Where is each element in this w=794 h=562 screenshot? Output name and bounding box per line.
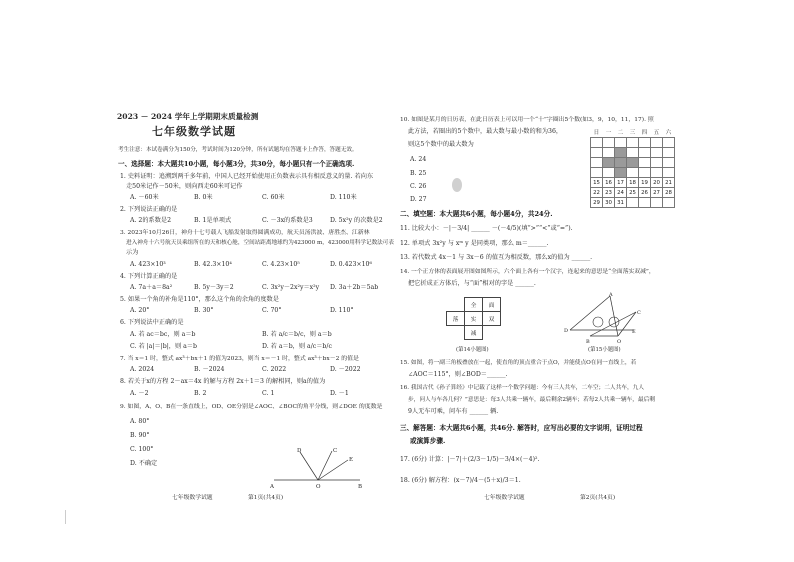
calendar-cell-highlighted <box>615 158 627 168</box>
calendar-cell <box>639 138 651 148</box>
calendar-header-cell: 五 <box>653 130 660 136</box>
scan-edge-mark <box>65 510 66 524</box>
calendar-cell: 31 <box>615 198 627 208</box>
q18-text: 18. (6分) 解方程：(x－7)/4－(5＋x)/3＝1. <box>400 477 521 484</box>
net-face: 落 <box>447 312 465 326</box>
q7-option-c: C. 2022 <box>262 366 287 373</box>
q16-line2: 步，问人与车各几何？”意思是：每3人共乘一辆车，最后剩余2辆车；若每2人共乘一辆车，最后剩 <box>408 397 655 403</box>
exam-title-line: 2023 － 2024 学年上学期期末质量检测 <box>117 112 259 121</box>
net-empty-cell <box>483 326 501 340</box>
calendar-cell: 22 <box>591 188 603 198</box>
label-a: A <box>609 292 613 298</box>
net-empty-cell <box>447 326 465 340</box>
calendar-cell: 30 <box>603 198 615 208</box>
net-face: 面 <box>483 298 501 312</box>
section1-header: 一、选择题：本大题共10小题，每小题3分，共30分，每小题只有一个正确选项. <box>118 160 355 168</box>
q8-line1: 8. 若关于x的方程 2－ax＝4x 的解与方程 2x＋1＝3 的解相同，则a的值为 <box>120 378 326 385</box>
q15-line2: ∠AOC＝115°，则∠BOD＝______. <box>408 371 508 378</box>
calendar-cell <box>651 168 663 178</box>
calendar-cell <box>591 168 603 178</box>
calendar-cell <box>639 158 651 168</box>
calendar-cell <box>651 198 663 208</box>
calendar-cell: 27 <box>651 188 663 198</box>
q6-option-b: B. 若 a/c＝b/c，则 a＝b <box>262 331 332 338</box>
q14-line2: 把它折成正方体后，与“面”相对的字是 ______. <box>408 280 536 287</box>
calendar-cell <box>603 138 615 148</box>
calendar-row <box>591 138 675 148</box>
q7-option-b: B. －2024 <box>194 366 225 373</box>
label-e: E <box>632 329 636 335</box>
calendar-cell: 29 <box>591 198 603 208</box>
calendar-cell: 23 <box>603 188 615 198</box>
q3-line1: 3. 2023年10月26日，神舟十七号载人飞船发射取得圆满成功，航天员汤洪波、唐胜杰、江新林 <box>120 230 370 236</box>
exam-notice: 考生注意：本试卷满分为150分，考试时间为120分钟，所有试题均在答题卡上作答，答题无效。 <box>118 147 358 153</box>
q5-option-c: C. 70° <box>262 307 282 314</box>
net-face: 实 <box>465 312 483 326</box>
q3-line2: 进入神舟十六号航天员乘组所在的天和核心舱，空间站距离地球约为423000 m，423000用科学记数法可表 <box>126 240 394 246</box>
calendar-cell <box>651 138 663 148</box>
calendar-cell: 16 <box>603 178 615 188</box>
q9-option-c: C. 100° <box>130 446 154 453</box>
calendar-header-row <box>591 127 675 138</box>
calendar-cell: 24 <box>615 188 627 198</box>
q4-line1: 4. 下列计算正确的是 <box>120 273 178 280</box>
q1-line2: 走50米记作－50米，则向西走60米可记作 <box>126 183 243 190</box>
q9-option-d: D. 不确定 <box>130 460 158 467</box>
net-row <box>447 298 501 312</box>
calendar-cell <box>651 158 663 168</box>
q6-option-d: D. 若 a＝b，则 a/c＝b/c <box>262 343 332 350</box>
section2-header: 二、填空题：本大题共6小题，每小题4分，共24分. <box>400 210 553 218</box>
net-face: 全 <box>465 298 483 312</box>
q6-option-a: A. 若 ac＝bc，则 a＝b <box>130 331 196 338</box>
q4-option-a: A. 7a＋a＝8a² <box>130 284 173 291</box>
calendar-cell <box>663 148 675 158</box>
q7-line1: 7. 当 x＝1 时，整式 ax³＋bx＋1 的值为2023，则当 x＝－1 时，整式 ax³＋bx－2 的值是 <box>120 356 359 362</box>
q3-option-c: C. 4.23×10⁵ <box>262 261 300 268</box>
calendar-cell: 19 <box>639 178 651 188</box>
label-b: B <box>586 339 590 344</box>
calendar-table <box>590 127 675 208</box>
calendar-cell <box>663 198 675 208</box>
net-empty-cell <box>447 298 465 312</box>
label-o: O <box>316 484 321 490</box>
q8-option-c: C. 1 <box>262 390 275 397</box>
left-footer-page: 第1页(共4页) <box>248 495 284 501</box>
q5-option-b: B. 30° <box>194 307 214 314</box>
q2-line1: 2. 下列说法正确的是 <box>120 206 178 213</box>
calendar-cell-highlighted <box>603 158 615 168</box>
q3-option-a: A. 423×10³ <box>130 261 166 268</box>
calendar-cell <box>591 138 603 148</box>
calendar-row <box>591 148 675 158</box>
calendar-cell: 20 <box>651 178 663 188</box>
calendar-header-cell: 六 <box>665 130 672 136</box>
ray-od <box>300 452 318 480</box>
q8-option-a: A. －2 <box>130 390 149 397</box>
cube-net-figure <box>446 297 501 340</box>
q10-line1: 10. 如图是某月的日历表，在此日历表上可以用一个“十”字圈出5个数(如3，9，10，11，17). 照 <box>400 117 654 123</box>
calendar-cell <box>603 148 615 158</box>
net-face: 减 <box>465 326 483 340</box>
section3-header-line2: 或演算步骤. <box>410 437 446 445</box>
right-footer-page: 第2页(共4页) <box>580 495 616 501</box>
q10-option-c: C. 26 <box>410 183 427 190</box>
q4-option-c: C. 3x²y－2x²y＝x²y <box>262 284 320 291</box>
q2-option-c: C. －3x的系数是3 <box>262 217 313 224</box>
label-c: C <box>637 310 641 316</box>
q10-line3: 则这5个数中的最大数为 <box>408 141 474 148</box>
q5-line1: 5. 如果一个角的补角是110°，那么这个角的余角的度数是 <box>120 296 279 303</box>
q12-text: 12. 单项式 3x²y 与 xᵐ y 是同类项，那么 m＝______. <box>400 240 549 247</box>
q9-line1: 9. 如图，A、O、B在一条直线上，OD、OE分别是∠AOC、∠BOC的角平分线，则∠DOE 的度数是 <box>120 404 383 410</box>
q10-option-a: A. 24 <box>410 156 427 163</box>
q17-text: 17. (6分) 计算：|－7|＋(2/3－1/5)－3/4×(－4)². <box>400 456 540 463</box>
q4-option-b: B. 5y－3y＝2 <box>194 284 234 291</box>
q4-option-d: D. 3a＋2b＝5ab <box>330 284 379 291</box>
calendar-cell <box>639 198 651 208</box>
label-o: O <box>617 339 622 344</box>
net-row <box>447 312 501 326</box>
q16-line1: 16. 我国古代《孙子算经》中记载了这样一个数学问题：今有三人共车，二车空；二人共车，九人 <box>400 385 645 391</box>
calendar-cell <box>639 168 651 178</box>
net-row <box>447 326 501 340</box>
calendar-cell <box>627 148 639 158</box>
calendar-header-cell: 二 <box>617 130 624 136</box>
q6-line1: 6. 下列说法中正确的是 <box>120 319 184 326</box>
q1-option-b: B. 0米 <box>194 194 213 201</box>
calendar-cell <box>591 158 603 168</box>
q1-option-c: C. 60米 <box>262 194 285 201</box>
calendar-cell: 15 <box>591 178 603 188</box>
calendar-cell <box>615 138 627 148</box>
label-d: D <box>297 448 302 454</box>
calendar-cell <box>663 168 675 178</box>
q6-option-c: C. 若 |a|＝|b|，则 a＝b <box>130 343 197 350</box>
calendar-cell-highlighted <box>615 168 627 178</box>
subject-title: 七年级数学试题 <box>152 125 236 138</box>
calendar-cell: 17 <box>615 178 627 188</box>
q2-option-d: D. 5x²y 的次数是2 <box>330 217 383 224</box>
q5-option-d: D. 110° <box>330 307 354 314</box>
q15-triangles-figure <box>560 292 644 344</box>
q9-option-a: A. 80° <box>130 418 150 425</box>
q8-option-b: B. 2 <box>194 390 207 397</box>
section3-header: 三、解答题：本大题共6小题，共46分. 解答时，应写出必要的文字说明，证明过程 <box>400 424 643 432</box>
q16-line3: 9人无车可乘，问车有 ______ 辆. <box>408 408 499 415</box>
q9-option-b: B. 90° <box>130 432 150 439</box>
calendar-header-cell: 一 <box>605 130 612 136</box>
fig14-caption: (第14小题图) <box>456 347 489 353</box>
label-d: D <box>564 328 569 334</box>
calendar-cell <box>591 148 603 158</box>
calendar-row <box>591 178 675 188</box>
calendar-cell-highlighted <box>615 148 627 158</box>
label-b: B <box>358 484 363 490</box>
q1-option-a: A. －60米 <box>130 194 159 201</box>
q5-option-a: A. 20° <box>130 307 150 314</box>
q13-text: 13. 若代数式 4x－1 与 3x－6 的值互为相反数，那么x的值为 ______. <box>400 254 593 261</box>
calendar-cell <box>663 138 675 148</box>
q3-option-b: B. 42.3×10⁴ <box>194 261 232 268</box>
q9-angle-figure <box>268 446 368 490</box>
calendar-row <box>591 168 675 178</box>
calendar-cell <box>627 168 639 178</box>
calendar-cell <box>627 198 639 208</box>
q3-option-d: D. 0.423×10⁶ <box>330 261 372 268</box>
calendar-cell <box>651 148 663 158</box>
calendar-cell <box>663 158 675 168</box>
edge-da <box>570 296 610 330</box>
q2-option-b: B. 1是单项式 <box>194 217 232 224</box>
calendar-row <box>591 158 675 168</box>
edge-bc <box>590 312 636 336</box>
calendar-cell: 18 <box>627 178 639 188</box>
net-face: 双 <box>483 312 501 326</box>
q1-line1: 1. 史料证明：追溯到两千多年前，中国人已经开始使用正负数表示具有相反意义的量. 若向东 <box>120 173 374 180</box>
q14-line1: 14. 一个正方体的表面展开图如图所示，六个面上各有一个汉字，连起来的意思是“全面落实双减”， <box>400 269 655 275</box>
ruler-hole-1 <box>593 317 603 327</box>
calendar-header-cell: 四 <box>641 130 648 136</box>
calendar-header-cell: 三 <box>629 130 636 136</box>
left-footer-subject: 七年级数学试题 <box>172 495 213 501</box>
calendar-row <box>591 198 675 208</box>
q1-option-d: D. 110米 <box>330 194 357 201</box>
q11-text: 11. 比较大小：－|－3/4| ______ －(－4/5)(填“>”“<”或“=”). <box>400 225 573 232</box>
q10-option-b: B. 25 <box>410 170 427 177</box>
calendar-cell <box>639 148 651 158</box>
q10-line2: 此方法，若圈出的5个数中，最大数与最小数的和为36， <box>408 128 563 135</box>
q7-option-d: D. －2022 <box>330 366 361 373</box>
right-footer-subject: 七年级数学试题 <box>484 495 525 501</box>
calendar-row <box>591 188 675 198</box>
calendar-header-cell: 日 <box>593 130 600 136</box>
label-a: A <box>270 484 274 490</box>
calendar-cell-highlighted <box>627 158 639 168</box>
q3-line3: 示为 <box>126 249 139 256</box>
fig15-caption: (第15小题图) <box>588 347 621 353</box>
q15-line1: 15. 如图，将一副三角板叠放在一起，使直角的顶点重合于点O，并能使点O在同一直线上，若 <box>400 360 637 366</box>
calendar-cell: 21 <box>663 178 675 188</box>
q2-option-a: A. 2的系数是2 <box>130 217 172 224</box>
calendar-cell <box>627 138 639 148</box>
calendar-cell: 25 <box>627 188 639 198</box>
label-c: C <box>333 448 338 454</box>
label-e: E <box>349 457 354 463</box>
q8-option-d: D. －1 <box>330 390 349 397</box>
q10-option-d: D. 27 <box>410 196 427 203</box>
calendar-cell <box>603 168 615 178</box>
ink-smudge <box>452 178 462 192</box>
calendar-cell: 26 <box>639 188 651 198</box>
calendar-cell: 28 <box>663 188 675 198</box>
q7-option-a: A. 2024 <box>130 366 155 373</box>
